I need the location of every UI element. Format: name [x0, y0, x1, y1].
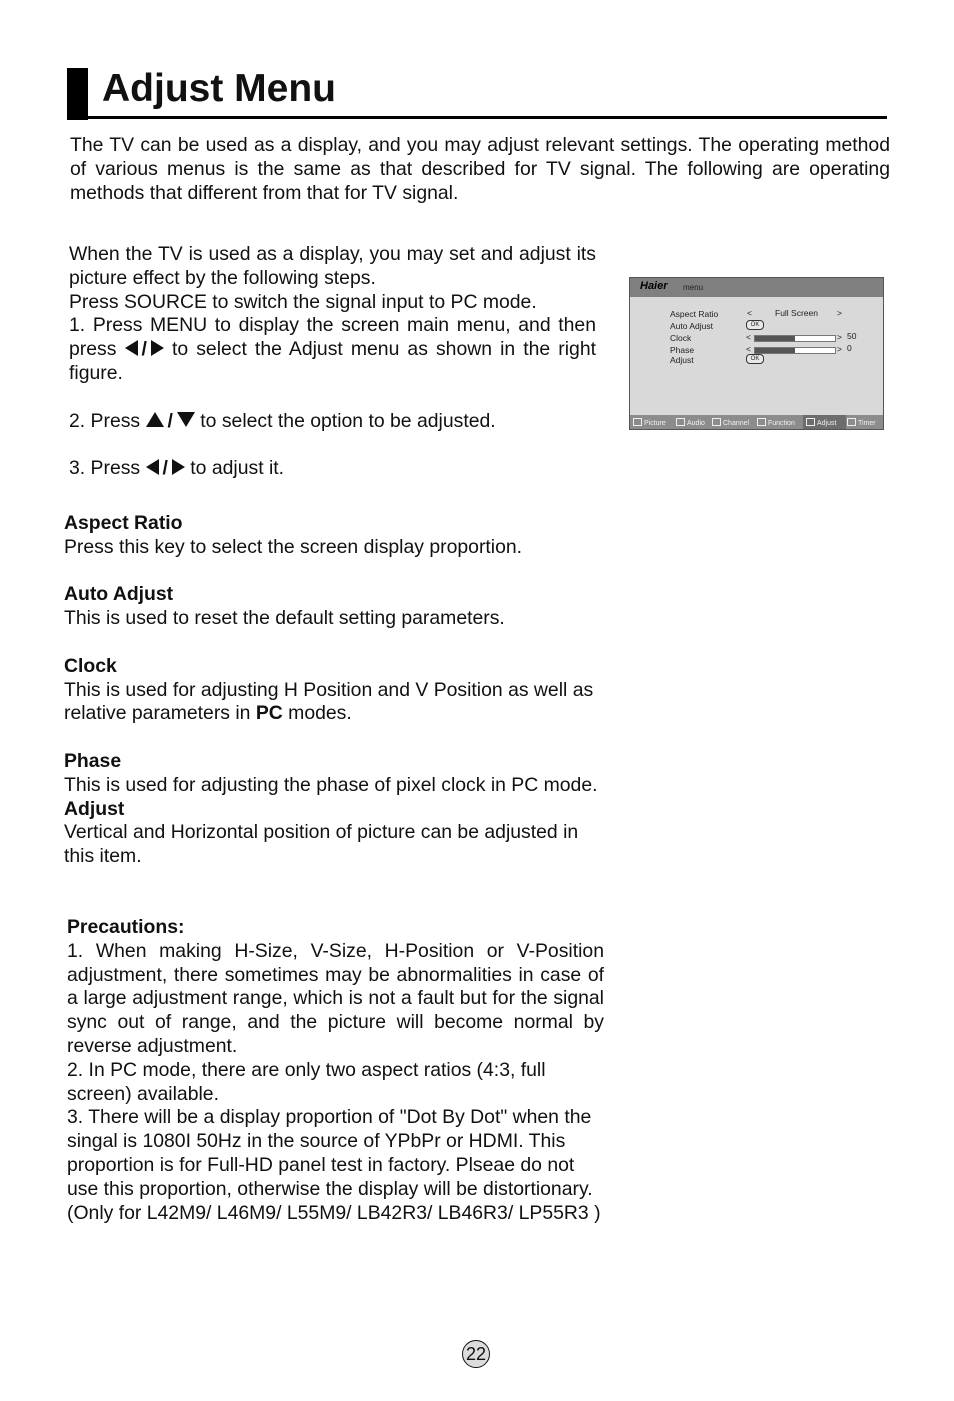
aspect-ratio-text: Press this key to select the screen display proportion. — [64, 535, 523, 558]
camera-icon — [806, 418, 815, 426]
grid-icon — [712, 418, 721, 426]
clock-value: 50 — [847, 331, 857, 341]
tab-channel: Channel — [712, 418, 749, 427]
phase-left-arrow: < — [746, 344, 751, 354]
precautions-heading: Precautions: — [67, 916, 185, 938]
left-arrow-icon — [125, 340, 138, 356]
step-1 — [69, 314, 596, 385]
page-title: Adjust Menu — [102, 67, 336, 110]
menu-header-label: menu — [683, 283, 704, 292]
tab-timer: Timer — [847, 418, 876, 427]
picture-icon — [633, 418, 642, 426]
tab-picture: Picture — [633, 418, 666, 427]
page-number: 22 — [462, 1340, 490, 1368]
steps-intro: When the TV is used as a display, you may set and adjust its picture effect by the following steps. — [69, 243, 596, 289]
tv-menu-header — [630, 278, 883, 297]
tv-menu-tabbar — [630, 415, 883, 429]
tab-function: Function — [757, 418, 795, 427]
precaution-models: (Only for L42M9/ L46M9/ L55M9/ LB42R3/ LB46R3/ LP55R3 ) — [67, 1201, 601, 1224]
step-3-end: to adjust it. — [190, 457, 285, 480]
adjust-text: Vertical and Horizontal position of picture can be adjusted in this item. — [64, 821, 579, 868]
up-arrow-icon — [146, 412, 164, 427]
clock-slider-fill — [755, 336, 795, 341]
phase-right-arrow: > — [837, 344, 842, 354]
left-arrow-icon — [146, 459, 159, 475]
slash-sep: / — [162, 457, 168, 480]
auto-adjust-heading: Auto Adjust — [64, 583, 174, 606]
tv-menu-figure — [629, 277, 884, 430]
step-3-start: 3. Press — [69, 457, 141, 480]
slash-sep: / — [141, 338, 147, 361]
brand-logo: Haier — [640, 280, 668, 292]
intro-paragraph: The TV can be used as a display, and you may adjust relevant settings. The operating method of various menus is the same as that described for TV signal. The following are operating methods that different from that for TV signal. — [70, 134, 890, 204]
aspect-value: Full Screen — [775, 308, 818, 318]
menu-item-clock: Clock — [670, 333, 692, 343]
phase-value: 0 — [847, 343, 852, 353]
menu-item-adjust: Adjust — [670, 355, 694, 365]
steps-block — [69, 243, 596, 481]
speaker-icon — [676, 418, 685, 426]
step-1-start: 1. Press MENU to display the screen main menu, and then press — [69, 314, 596, 361]
step-1-end: to select the Adjust menu as shown in the right figure. — [69, 338, 596, 384]
phase-heading: Phase — [64, 749, 122, 772]
tab-adjust: Adjust — [806, 418, 836, 427]
aspect-left-arrow: < — [747, 308, 752, 318]
auto-adjust-text: This is used to reset the default setting parameters. — [64, 607, 505, 630]
slash-sep: / — [167, 409, 173, 432]
phase-slider — [754, 347, 836, 354]
precaution-2: 2. In PC mode, there are only two aspect ratios (4:3, full screen) available. — [67, 1058, 546, 1105]
auto-adjust-ok-button: OK — [746, 320, 764, 330]
precaution-3: 3. There will be a display proportion of "Dot By Dot" when the singal is 1080I 50Hz in the source of YPbPr or HDMI. This proportion is for Full-HD panel test in factory. Plseae do not use this proportion, otherwise the display will be distortionary. — [67, 1106, 593, 1200]
precautions-block — [67, 916, 604, 1225]
menu-item-aspect-ratio: Aspect Ratio — [670, 309, 719, 319]
step-2 — [69, 410, 596, 434]
step-3 — [69, 457, 596, 481]
menu-item-auto-adjust: Auto Adjust — [670, 321, 714, 331]
pc-keyword: PC — [255, 702, 283, 725]
down-arrow-icon — [177, 412, 195, 427]
title-marker — [67, 68, 88, 120]
step-2-end: to select the option to be adjusted. — [200, 409, 496, 432]
clock-slider — [754, 335, 836, 342]
step-2-start: 2. Press — [69, 409, 141, 432]
adjust-heading: Adjust — [64, 797, 125, 820]
clock-right-arrow: > — [837, 332, 842, 342]
phase-text: This is used for adjusting the phase of pixel clock in PC mode. — [64, 773, 598, 796]
title-rule — [67, 116, 887, 119]
precaution-1: 1. When making H-Size, V-Size, H-Position or V-Position adjustment, there sometimes may be abnormalities in case of a large adjustment range, which is not a fault but for the signal sync out of range, and the picture will become normal by reverse adjustment. — [67, 939, 604, 1057]
clock-icon — [847, 418, 856, 426]
star-icon — [757, 418, 766, 426]
phase-slider-fill — [755, 348, 795, 353]
aspect-right-arrow: > — [837, 308, 842, 318]
step-source: Press SOURCE to switch the signal input to PC mode. — [69, 290, 537, 313]
right-arrow-icon — [151, 340, 164, 356]
adjust-ok-button: OK — [746, 354, 764, 364]
aspect-ratio-heading: Aspect Ratio — [64, 512, 183, 534]
right-arrow-icon — [172, 459, 185, 475]
clock-text: This is used for adjusting H Position and V Position as well as relative parameters in PC modes. — [64, 678, 594, 725]
menu-item-phase: Phase — [670, 345, 695, 355]
descriptions-block — [64, 512, 609, 869]
tab-audio: Audio — [676, 418, 705, 427]
clock-heading: Clock — [64, 654, 117, 677]
clock-left-arrow: < — [746, 332, 751, 342]
